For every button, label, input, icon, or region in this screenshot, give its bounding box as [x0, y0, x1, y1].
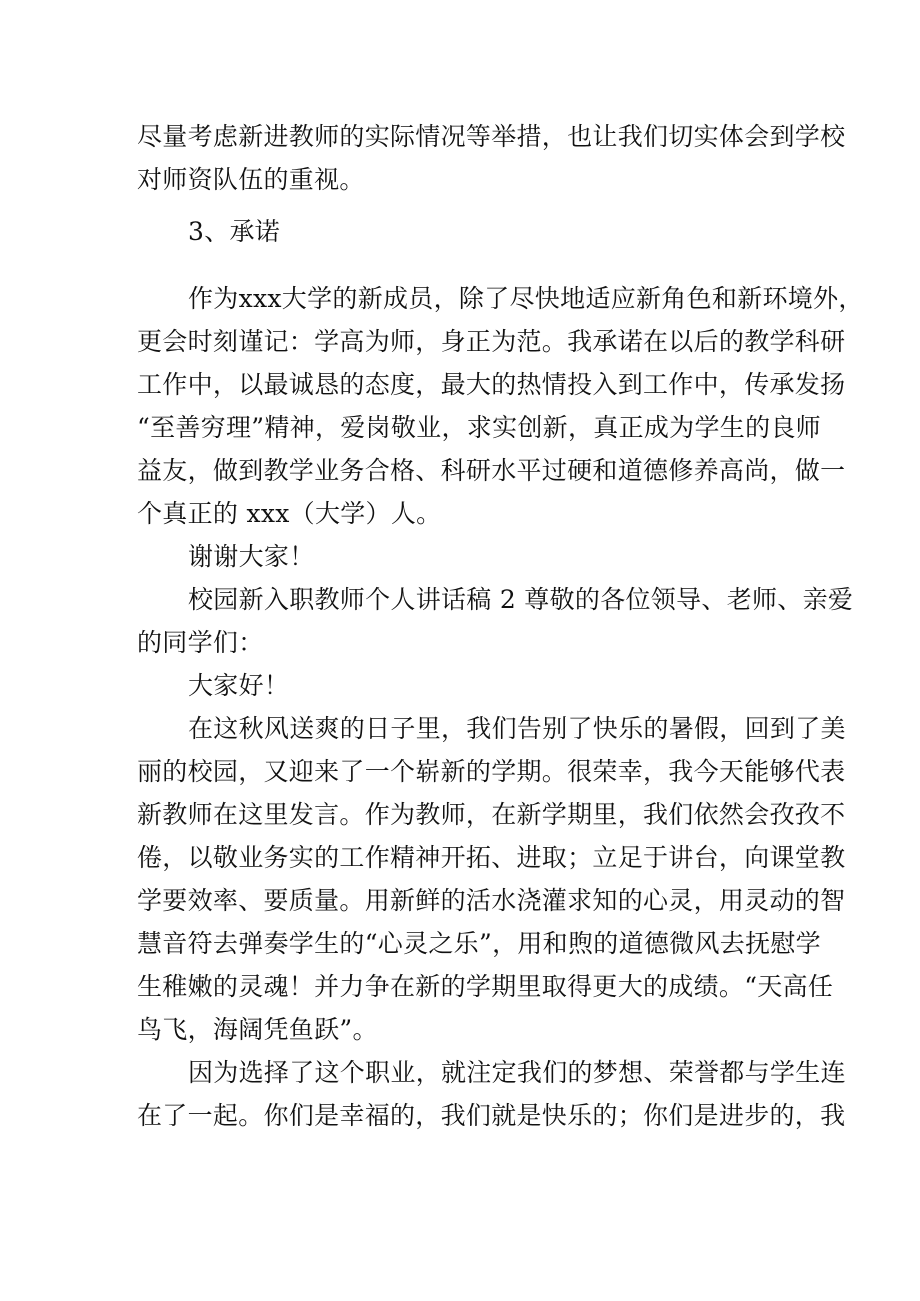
text-line: 大家好！ — [188, 671, 290, 700]
text-line: 慧音符去弹奏学生的“心灵之乐”，用和煦的道德微风去抚慰学 — [137, 929, 821, 958]
text-line: 工作中，以最诚恳的态度，最大的热情投入到工作中，传承发扬 — [137, 370, 846, 399]
text-line: 学要效率、要质量。用新鲜的活水浇灌求知的心灵，用灵动的智 — [137, 886, 846, 915]
text-line: 倦，以敬业务实的工作精神开拓、进取；立足于讲台，向课堂教 — [137, 843, 846, 872]
text-line: 对师资队伍的重视。 — [137, 165, 365, 194]
text-line: 的同学们： — [137, 628, 264, 657]
text-line: 尽量考虑新进教师的实际情况等举措，也让我们切实体会到学校 — [137, 122, 846, 151]
text-line: 谢谢大家！ — [188, 542, 315, 571]
text-line: 鸟飞，海阔凭鱼跃”。 — [137, 1015, 378, 1044]
section-heading: 3、承诺 — [188, 217, 281, 246]
text-line: 新教师在这里发言。作为教师，在新学期里，我们依然会孜孜不 — [137, 800, 846, 829]
text-line: 益友，做到教学业务合格、科研水平过硬和道德修养高尚，做一 — [137, 456, 846, 485]
text-line: 作为xxx大学的新成员，除了尽快地适应新角色和新环境外， — [188, 284, 864, 313]
text-line: 在这秋风送爽的日子里，我们告别了快乐的暑假，回到了美 — [188, 714, 846, 743]
text-line: 生稚嫩的灵魂！并力争在新的学期里取得更大的成绩。“天高任 — [137, 972, 834, 1001]
text-line: “至善穷理”精神，爱岗敬业，求实创新，真正成为学生的良师 — [137, 413, 821, 442]
text-line: 个真正的 xxx（大学）人。 — [137, 499, 442, 528]
text-line: 校园新入职教师个人讲话稿 2 尊敬的各位领导、老师、亲爱 — [188, 585, 854, 614]
text-line: 更会时刻谨记：学高为师，身正为范。我承诺在以后的教学科研 — [137, 327, 846, 356]
text-line: 丽的校园，又迎来了一个崭新的学期。很荣幸，我今天能够代表 — [137, 757, 846, 786]
text-line: 因为选择了这个职业，就注定我们的梦想、荣誉都与学生连 — [188, 1058, 846, 1087]
text-line: 在了一起。你们是幸福的，我们就是快乐的；你们是进步的，我 — [137, 1101, 846, 1130]
